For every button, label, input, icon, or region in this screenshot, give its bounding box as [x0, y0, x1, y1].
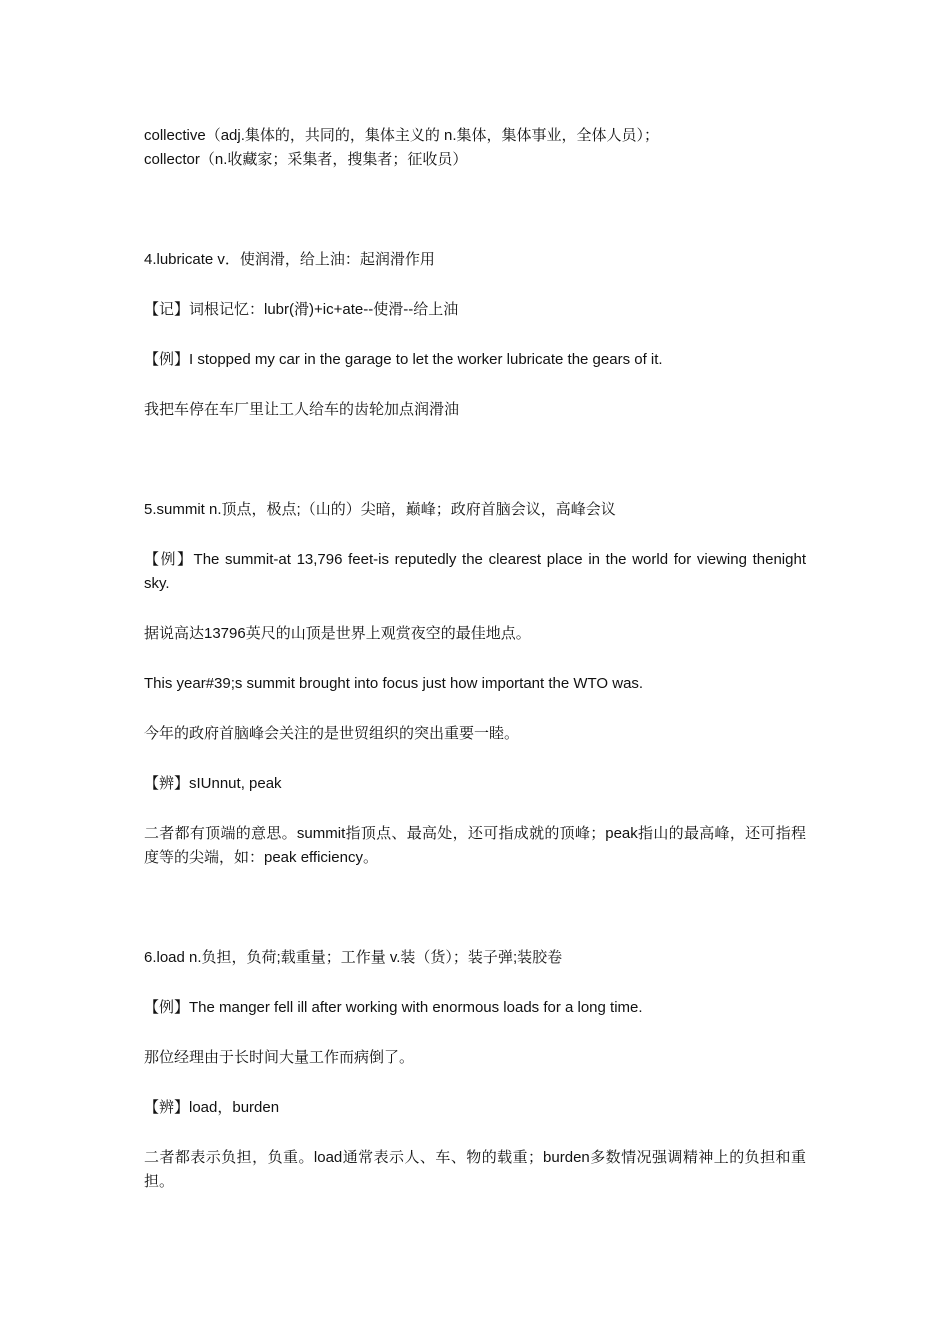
- entry-example-en: 【例】I stopped my car in the garage to let the worker lubricate the gears of it.: [144, 351, 663, 368]
- entry-distinguish-explanation: 二者都表示负担，负重。load通常表示人、车、物的载重；burden多数情况强调精神上的负担和重担。: [144, 1149, 806, 1190]
- intro-line-collective: collective（adj.集体的，共同的，集体主义的 n.集体，集体事业，全体人员）；: [144, 127, 660, 144]
- entry-example-en: 【例】The manger fell ill after working with enormous loads for a long time.: [144, 999, 643, 1016]
- entry-example-en: This year#39;s summit brought into focus just how important the WTO was.: [144, 675, 644, 692]
- entry-example-zh: 我把车停在车厂里让工人给车的齿轮加点润滑油: [144, 401, 460, 418]
- entry-distinguish-label: 【辨】load，burden: [144, 1099, 280, 1116]
- entry-memory-note: 【记】词根记忆：lubr(滑)+ic+ate--使滑--给上油: [144, 301, 459, 318]
- section-gap: [144, 896, 806, 946]
- entry-example-en: 【例】The summit-at 13,796 feet-is reputedly the clearest place in the world for viewing thenight sky.: [144, 551, 806, 592]
- intro-line-collector: collector（n.收藏家；采集者，搜集者；征收员）: [144, 151, 468, 168]
- entry-example-zh: 今年的政府首脑峰会关注的是世贸组织的突出重要一睦。: [144, 725, 520, 742]
- section-gap: [144, 198, 806, 248]
- section-gap: [144, 448, 806, 498]
- entry-example-zh: 据说高达13796英尺的山顶是世界上观赏夜空的最佳地点。: [144, 625, 531, 642]
- entry-distinguish-explanation: 二者都有顶端的意思。summit指顶点、最高处，还可指成就的顶峰；peak指山的最高峰，还可指程度等的尖端，如：peak efficiency。: [144, 825, 806, 866]
- entry-heading-summit: 5.summit n.顶点，极点;（山的）尖暗，巅峰；政府首脑会议，高峰会议: [144, 501, 616, 518]
- entry-example-zh: 那位经理由于长时间大量工作而病倒了。: [144, 1049, 415, 1066]
- entry-distinguish-label: 【辨】sIUnnut, peak: [144, 775, 282, 792]
- entry-heading-load: 6.load n.负担，负荷;载重量；工作量 v.装（货）；装子弹;装胶卷: [144, 949, 563, 966]
- entry-heading-lubricate: 4.lubricate v．使润滑，给上油：起润滑作用: [144, 251, 435, 268]
- document-content: [144, 124, 806, 1220]
